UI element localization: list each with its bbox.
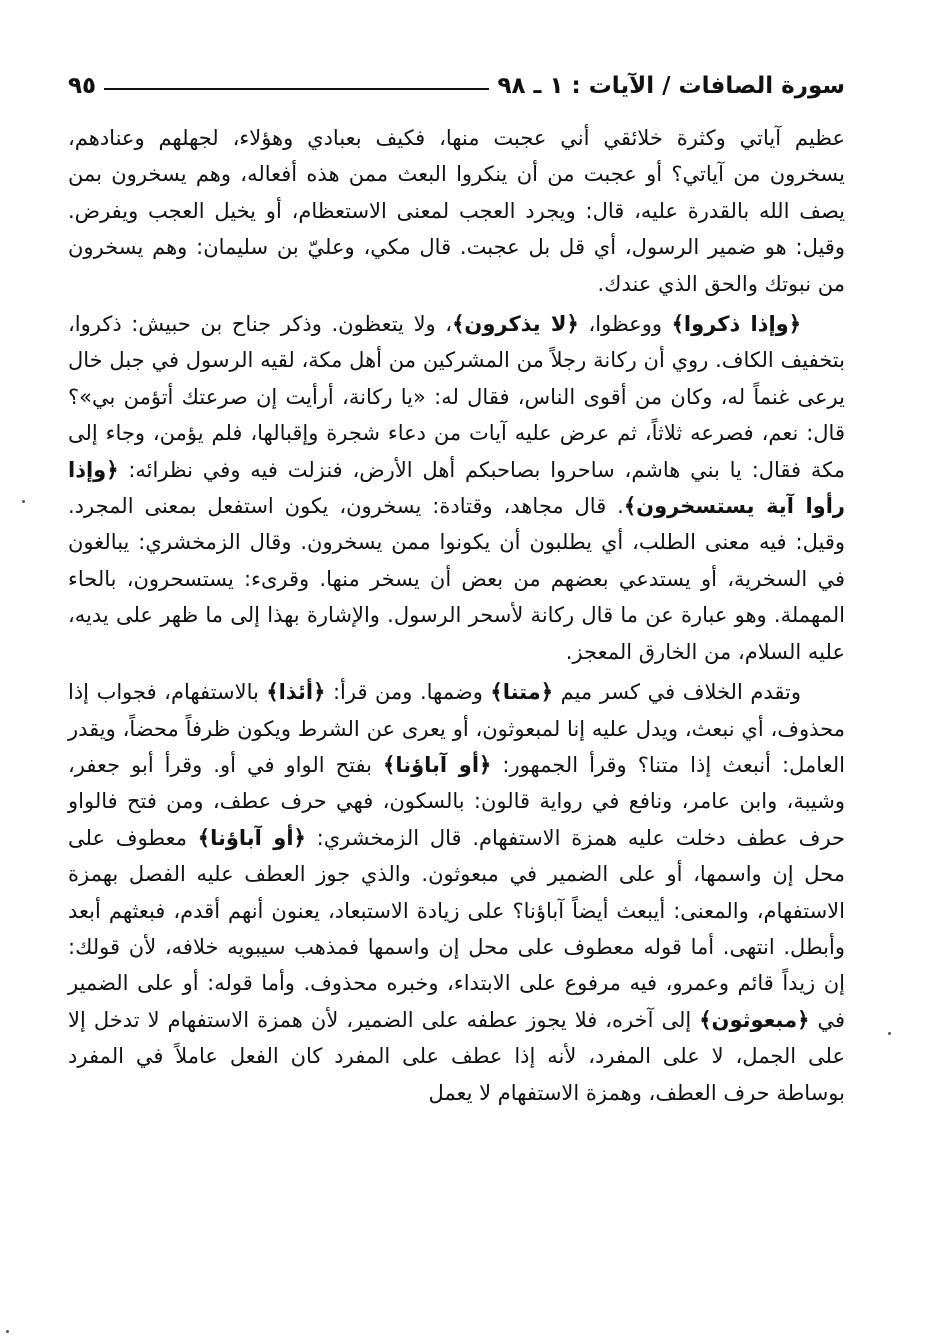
quran-quote: ﴿وإذا ذكروا﴾ (671, 312, 802, 337)
paragraph (68, 306, 845, 670)
text-run: ، ولا يتعظون. وذكر جناح بن حبيش: ذكروا، بتخفيف الكاف. روي أن ركانة رجلاً من المشركين من أهل مكة، لقيه الرسول في جبل خال يرعى غنماً له، وكان من أقوى الناس، فقال له: «يا ركانة، أرأيت إن صرعتك أتؤمن بي»؟ قال: نعم، فصرعه ثلاثاً، ثم عرض عليه آيات من دعاء شجرة وإقبالها، فلم يؤمن، وجاء إلى مكة فقال: يا بني هاشم، ساحروا بصاحبكم أهل الأرض، فنزلت فيه وفي نظرائه: (68, 312, 845, 482)
text-run: . قال مجاهد، وقتادة: يسخرون، يكون استفعل بمعنى المجرد. وقيل: فيه معنى الطلب، أي يطلبون أن يكونوا ممن يسخرون. وقال الزمخشري: يبالغون في السخرية، أو يستدعي بعضهم من بعض أن يسخر منها. وقرىء: يستسحرون، بالحاء المهملة. وهو عبارة عن ما قال ركانة لأسحر الرسول. والإشارة بهذا إلى ما ظهر على يديه، عليه السلام، من الخارق المعجز. (68, 494, 845, 664)
text-run: ووعظوا، (578, 312, 672, 337)
body-text (68, 120, 845, 1115)
scan-speck (888, 1032, 891, 1035)
text-run: معطوف على محل إن واسمها، أو على الضمير في مبعوثون. والذي جوز العطف عليه الفصل بهمزة الاستفهام، والمعنى: أيبعث أيضاً آباؤنا؟ على زيادة الاستبعاد، يعنون أنهم أقدم، فبعثهم أبعد وأبطل. انتهى. أما قوله معطوف على محل إن واسمها فمذهب سيبويه خلافه، لأن قولك: إن زيداً قائم وعمرو، فيه مرفوع على الابتداء، وخبره محذوف. وأما قوله: أو على الضمير في (68, 825, 845, 1032)
quran-quote: ﴿لا يذكرون﴾ (452, 312, 579, 337)
quran-quote: ﴿وإذا رأوا آية يستسخرون﴾ (68, 457, 845, 519)
paragraph (68, 674, 845, 1111)
text-run: إلى آخره، فلا يجوز عطفه على الضمير، لأن همزة الاستفهام لا تدخل إلا على الجمل، لا على المفرد، لأنه إذا عطف على المفرد كان الفعل عاملاً في المفرد بوساطة حرف العطف، وهمزة الاستفهام لا يعمل (68, 1007, 845, 1105)
page-number: ٩٥ (68, 73, 97, 99)
text-run: وتقدم الخلاف في كسر ميم (553, 680, 801, 705)
quran-quote: ﴿أو آباؤنا﴾ (383, 752, 492, 777)
text-run: بالاستفهام، فجواب إذا محذوف، أي نبعث، ويدل عليه إنا لمبعوثون، أو يعرى عن الشرط ويكون ظرفاً محضاً، ويقدر العامل: أنبعث إذا متنا؟ وقرأ الجمهور: (68, 680, 846, 777)
quran-quote: ﴿متنا﴾ (490, 680, 554, 705)
quran-quote: ﴿أئذا﴾ (266, 680, 326, 705)
text-run: وضمها. ومن قرأ: (325, 680, 491, 705)
paragraph (68, 120, 845, 302)
running-header (68, 66, 845, 106)
header-rule (104, 76, 489, 90)
text-run: عظيم آياتي وكثرة خلائقي أني عجبت منها، فكيف بعبادي وهؤلاء، لجهلهم وعنادهم، يسخرون من آياتي؟ أو عجبت من أن ينكروا البعث ممن هذه أفعاله، وهم يسخرون بمن يصف الله بالقدرة عليه، قال: ويجرد العجب لمعنى الاستعظام، أو يخيل العجب ويفرض. وقيل: هو ضمير الرسول، أي قل بل عجبت. قال مكي، وعليّ بن سليمان: وهم يسخرون من نبوتك والحق الذي عندك. (68, 126, 845, 296)
quran-quote: ﴿أو آباؤنا﴾ (197, 825, 306, 850)
surah-title: سورة الصافات / الآيات : ١ ـ ٩٨ (497, 73, 845, 99)
text-run: بفتح الواو في أو. وقرأ أبو جعفر، وشيبة، وابن عامر، ونافع في رواية قالون: بالسكون، فهي حرف عطف، ومن فتح فالواو حرف عطف دخلت عليه همزة الاستفهام. قال الزمخشري: (68, 752, 846, 850)
quran-quote: ﴿مبعوثون﴾ (699, 1007, 810, 1032)
scan-speck (6, 1330, 9, 1333)
scan-speck (22, 500, 25, 503)
